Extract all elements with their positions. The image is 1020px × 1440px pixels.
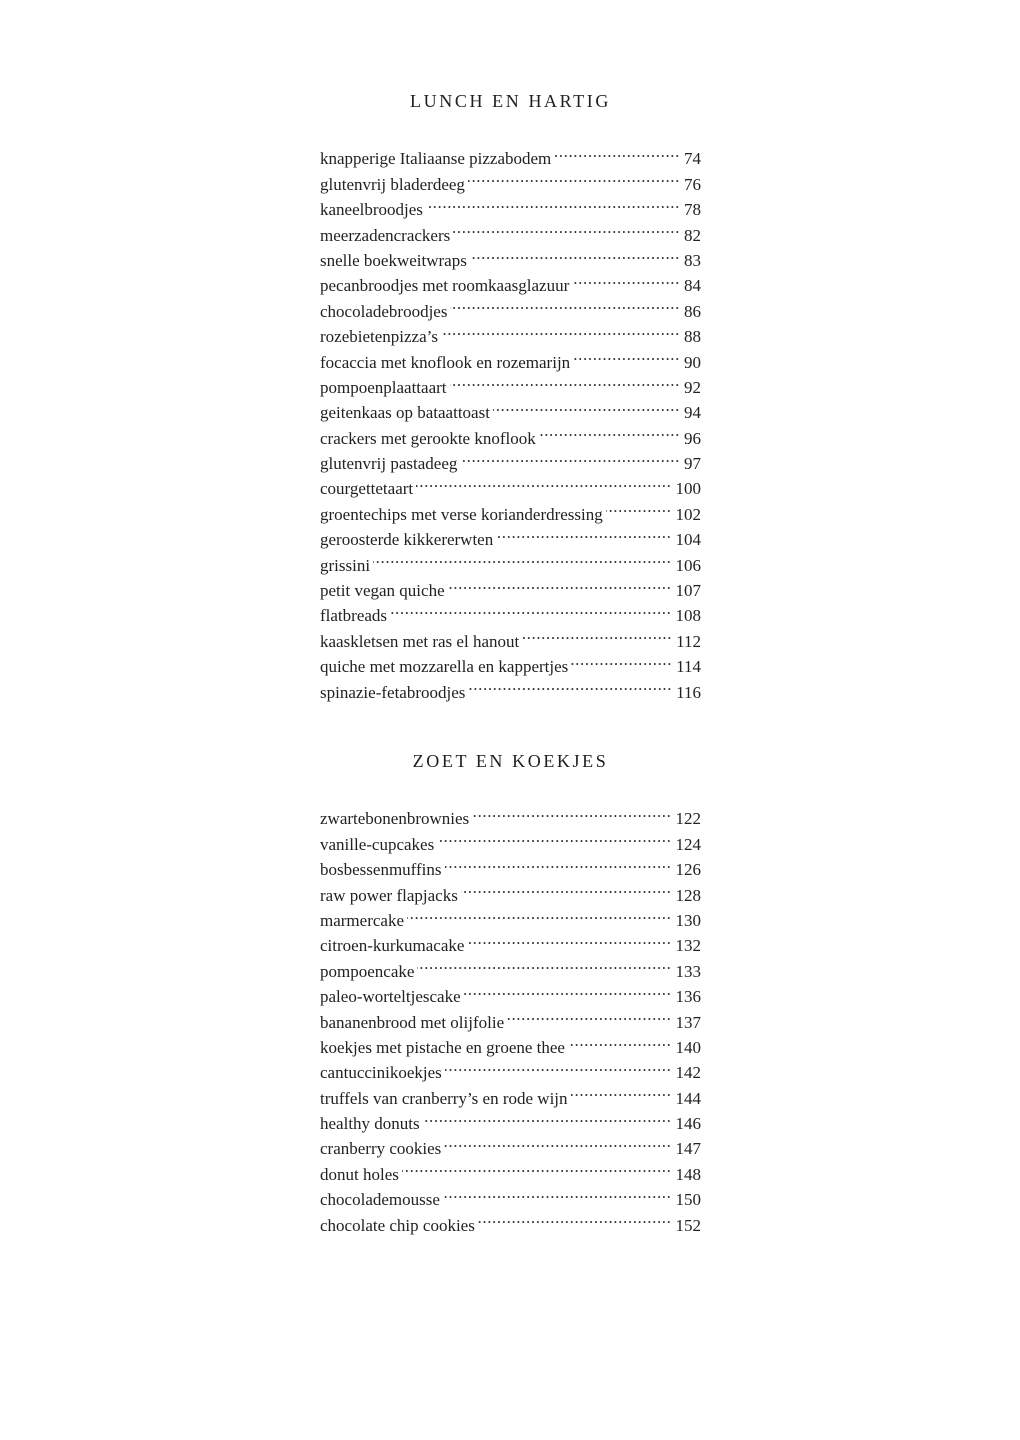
toc-list (320, 799, 701, 1235)
toc-entry-page-number: 94 (684, 403, 701, 423)
toc-entry-page-number: 144 (675, 1088, 701, 1108)
toc-entry-page-number: 100 (675, 479, 701, 499)
toc-entry-page-number: 147 (675, 1139, 701, 1159)
toc-entry-page-number: 116 (676, 682, 701, 702)
toc-entry-page-number: 137 (675, 1012, 701, 1032)
toc-entry-title: grissini (320, 555, 371, 575)
toc-entry-page-number: 97 (684, 454, 701, 474)
toc-entry-page-number: 107 (675, 581, 701, 601)
dot-leader (448, 571, 672, 596)
toc-entry-page-number: 148 (675, 1164, 701, 1184)
toc-entry-title: chocolademousse (320, 1190, 440, 1210)
toc-entry-title: chocoladebroodjes (320, 301, 448, 321)
dot-leader (470, 241, 680, 266)
toc-entry-title: glutenvrij bladerdeeg (320, 174, 465, 194)
toc-entry-title: petit vegan quiche (320, 581, 445, 601)
dot-leader (468, 672, 672, 697)
dot-leader (461, 875, 672, 900)
dot-leader (522, 621, 672, 646)
toc-entry-title: truffels van cranberry’s en rode wijn (320, 1088, 568, 1108)
dot-leader (445, 850, 672, 875)
toc-entry-page-number: 126 (675, 860, 701, 880)
dot-leader (390, 596, 671, 621)
toc-entry (320, 139, 701, 169)
dot-leader (407, 901, 672, 926)
toc-list (320, 139, 701, 702)
section-title: LUNCH EN HARTIG (410, 91, 611, 111)
toc-entry-title: bosbessenmuffins (320, 860, 442, 880)
toc-entry-page-number: 150 (675, 1190, 701, 1210)
toc-entry-title: crackers met gerookte knoflook (320, 428, 536, 448)
toc-entry-title: citroen-kurkumacake (320, 936, 465, 956)
toc-entry-page-number: 90 (684, 352, 701, 372)
dot-leader (426, 190, 680, 215)
dot-leader (464, 977, 672, 1002)
toc-entry-title: koekjes met pistache en groene thee (320, 1037, 565, 1057)
dot-leader (493, 393, 680, 418)
toc-entry-page-number: 104 (675, 530, 701, 550)
dot-leader (572, 266, 680, 291)
dot-leader (460, 444, 680, 469)
toc-entry-title: vanille-cupcakes (320, 834, 435, 854)
toc-entry-page-number: 142 (675, 1063, 701, 1083)
dot-leader (496, 520, 671, 545)
dot-leader (441, 317, 680, 342)
dot-leader (450, 291, 680, 316)
toc-entry-title: meerzadencrackers (320, 225, 451, 245)
dot-leader (573, 342, 680, 367)
toc-entry-title: geroosterde kikkererwten (320, 530, 494, 550)
toc-entry-page-number: 146 (675, 1114, 701, 1134)
toc-entry-page-number: 84 (684, 276, 701, 296)
toc-entry-page-number: 102 (675, 504, 701, 524)
toc-entry-page-number: 136 (675, 987, 701, 1007)
dot-leader (417, 951, 671, 976)
toc-entry-page-number: 130 (675, 910, 701, 930)
toc-entry-page-number: 86 (684, 301, 701, 321)
toc-entry-page-number: 76 (684, 174, 701, 194)
dot-leader (554, 139, 680, 164)
dot-leader (606, 494, 672, 519)
dot-leader (571, 647, 672, 672)
section-lunch-en-hartig (320, 88, 701, 702)
dot-leader (467, 926, 671, 951)
dot-leader (571, 1078, 672, 1103)
section-title: ZOET EN KOEKJES (412, 751, 609, 771)
dot-leader (445, 1053, 672, 1078)
toc-entry-title: pompoenplaattaart (320, 377, 447, 397)
toc-entry-page-number: 124 (675, 834, 701, 854)
dot-leader (443, 1180, 672, 1205)
dot-leader (416, 469, 671, 494)
dot-leader (450, 368, 680, 393)
toc-entry-title: kaneelbroodjes (320, 200, 423, 220)
toc-entry (320, 799, 701, 829)
toc-entry-title: courgettetaart (320, 479, 414, 499)
dot-leader (472, 799, 671, 824)
toc-entry-title: rozebietenpizza’s (320, 327, 438, 347)
toc-entry-title: raw power flapjacks (320, 885, 458, 905)
toc-entry-page-number: 133 (675, 961, 701, 981)
toc-entry-title: snelle boekweitwraps (320, 250, 467, 270)
toc-entry-title: focaccia met knoflook en rozemarijn (320, 352, 571, 372)
toc-entry-title: kaaskletsen met ras el hanout (320, 631, 520, 651)
toc-entry-page-number: 128 (675, 885, 701, 905)
toc-entry-page-number: 83 (684, 250, 701, 270)
toc-entry (320, 545, 701, 575)
toc-entry-page-number: 140 (675, 1037, 701, 1057)
dot-leader (437, 824, 671, 849)
dot-leader (478, 1205, 672, 1230)
toc-entry-title: cranberry cookies (320, 1139, 442, 1159)
toc-entry-title: paleo-worteltjescake (320, 987, 461, 1007)
toc-entry-title: quiche met mozzarella en kappertjes (320, 657, 569, 677)
toc-entry-title: pecanbroodjes met roomkaasglazuur (320, 276, 570, 296)
toc-entry-page-number: 96 (684, 428, 701, 448)
toc-entry-title: knapperige Italiaanse pizzabodem (320, 149, 552, 169)
toc-entry-page-number: 152 (675, 1215, 701, 1235)
toc-entry-title: geitenkaas op bataattoast (320, 403, 490, 423)
dot-leader (373, 545, 671, 570)
toc-entry-page-number: 132 (675, 936, 701, 956)
toc-entry-page-number: 114 (676, 657, 701, 677)
toc-entry-page-number: 112 (676, 631, 701, 651)
toc-entry-page-number: 122 (675, 809, 701, 829)
toc-entry-page-number: 74 (684, 149, 701, 169)
toc-entry-title: healthy donuts (320, 1114, 420, 1134)
toc-entry-title: pompoencake (320, 961, 415, 981)
dot-leader (568, 1028, 672, 1053)
section-zoet-en-koekjes (320, 748, 701, 1235)
toc-entry-title: donut holes (320, 1164, 399, 1184)
dot-leader (453, 215, 680, 240)
dot-leader (507, 1002, 671, 1027)
toc-entry-title: cantuccinikoekjes (320, 1063, 442, 1083)
toc-entry-title: spinazie-fetabroodjes (320, 682, 466, 702)
toc-entry-page-number: 88 (684, 327, 701, 347)
toc-entry-page-number: 106 (675, 555, 701, 575)
toc-entry-title: marmercake (320, 910, 404, 930)
dot-leader (468, 164, 680, 189)
dot-leader (539, 418, 680, 443)
toc-entry-title: bananenbrood met olijfolie (320, 1012, 505, 1032)
dot-leader (402, 1154, 672, 1179)
dot-leader (423, 1104, 672, 1129)
toc-entry-page-number: 92 (684, 377, 701, 397)
toc-entry (320, 571, 701, 601)
toc-entry-title: glutenvrij pastadeeg (320, 454, 458, 474)
toc-entry-title: flatbreads (320, 606, 388, 626)
toc-entry-title: chocolate chip cookies (320, 1215, 475, 1235)
toc-entry-title: groentechips met verse korianderdressing (320, 504, 603, 524)
dot-leader (444, 1129, 671, 1154)
toc-entry-page-number: 78 (684, 200, 701, 220)
toc-entry-title: zwartebonenbrownies (320, 809, 470, 829)
toc-entry-page-number: 82 (684, 225, 701, 245)
toc-entry-page-number: 108 (675, 606, 701, 626)
